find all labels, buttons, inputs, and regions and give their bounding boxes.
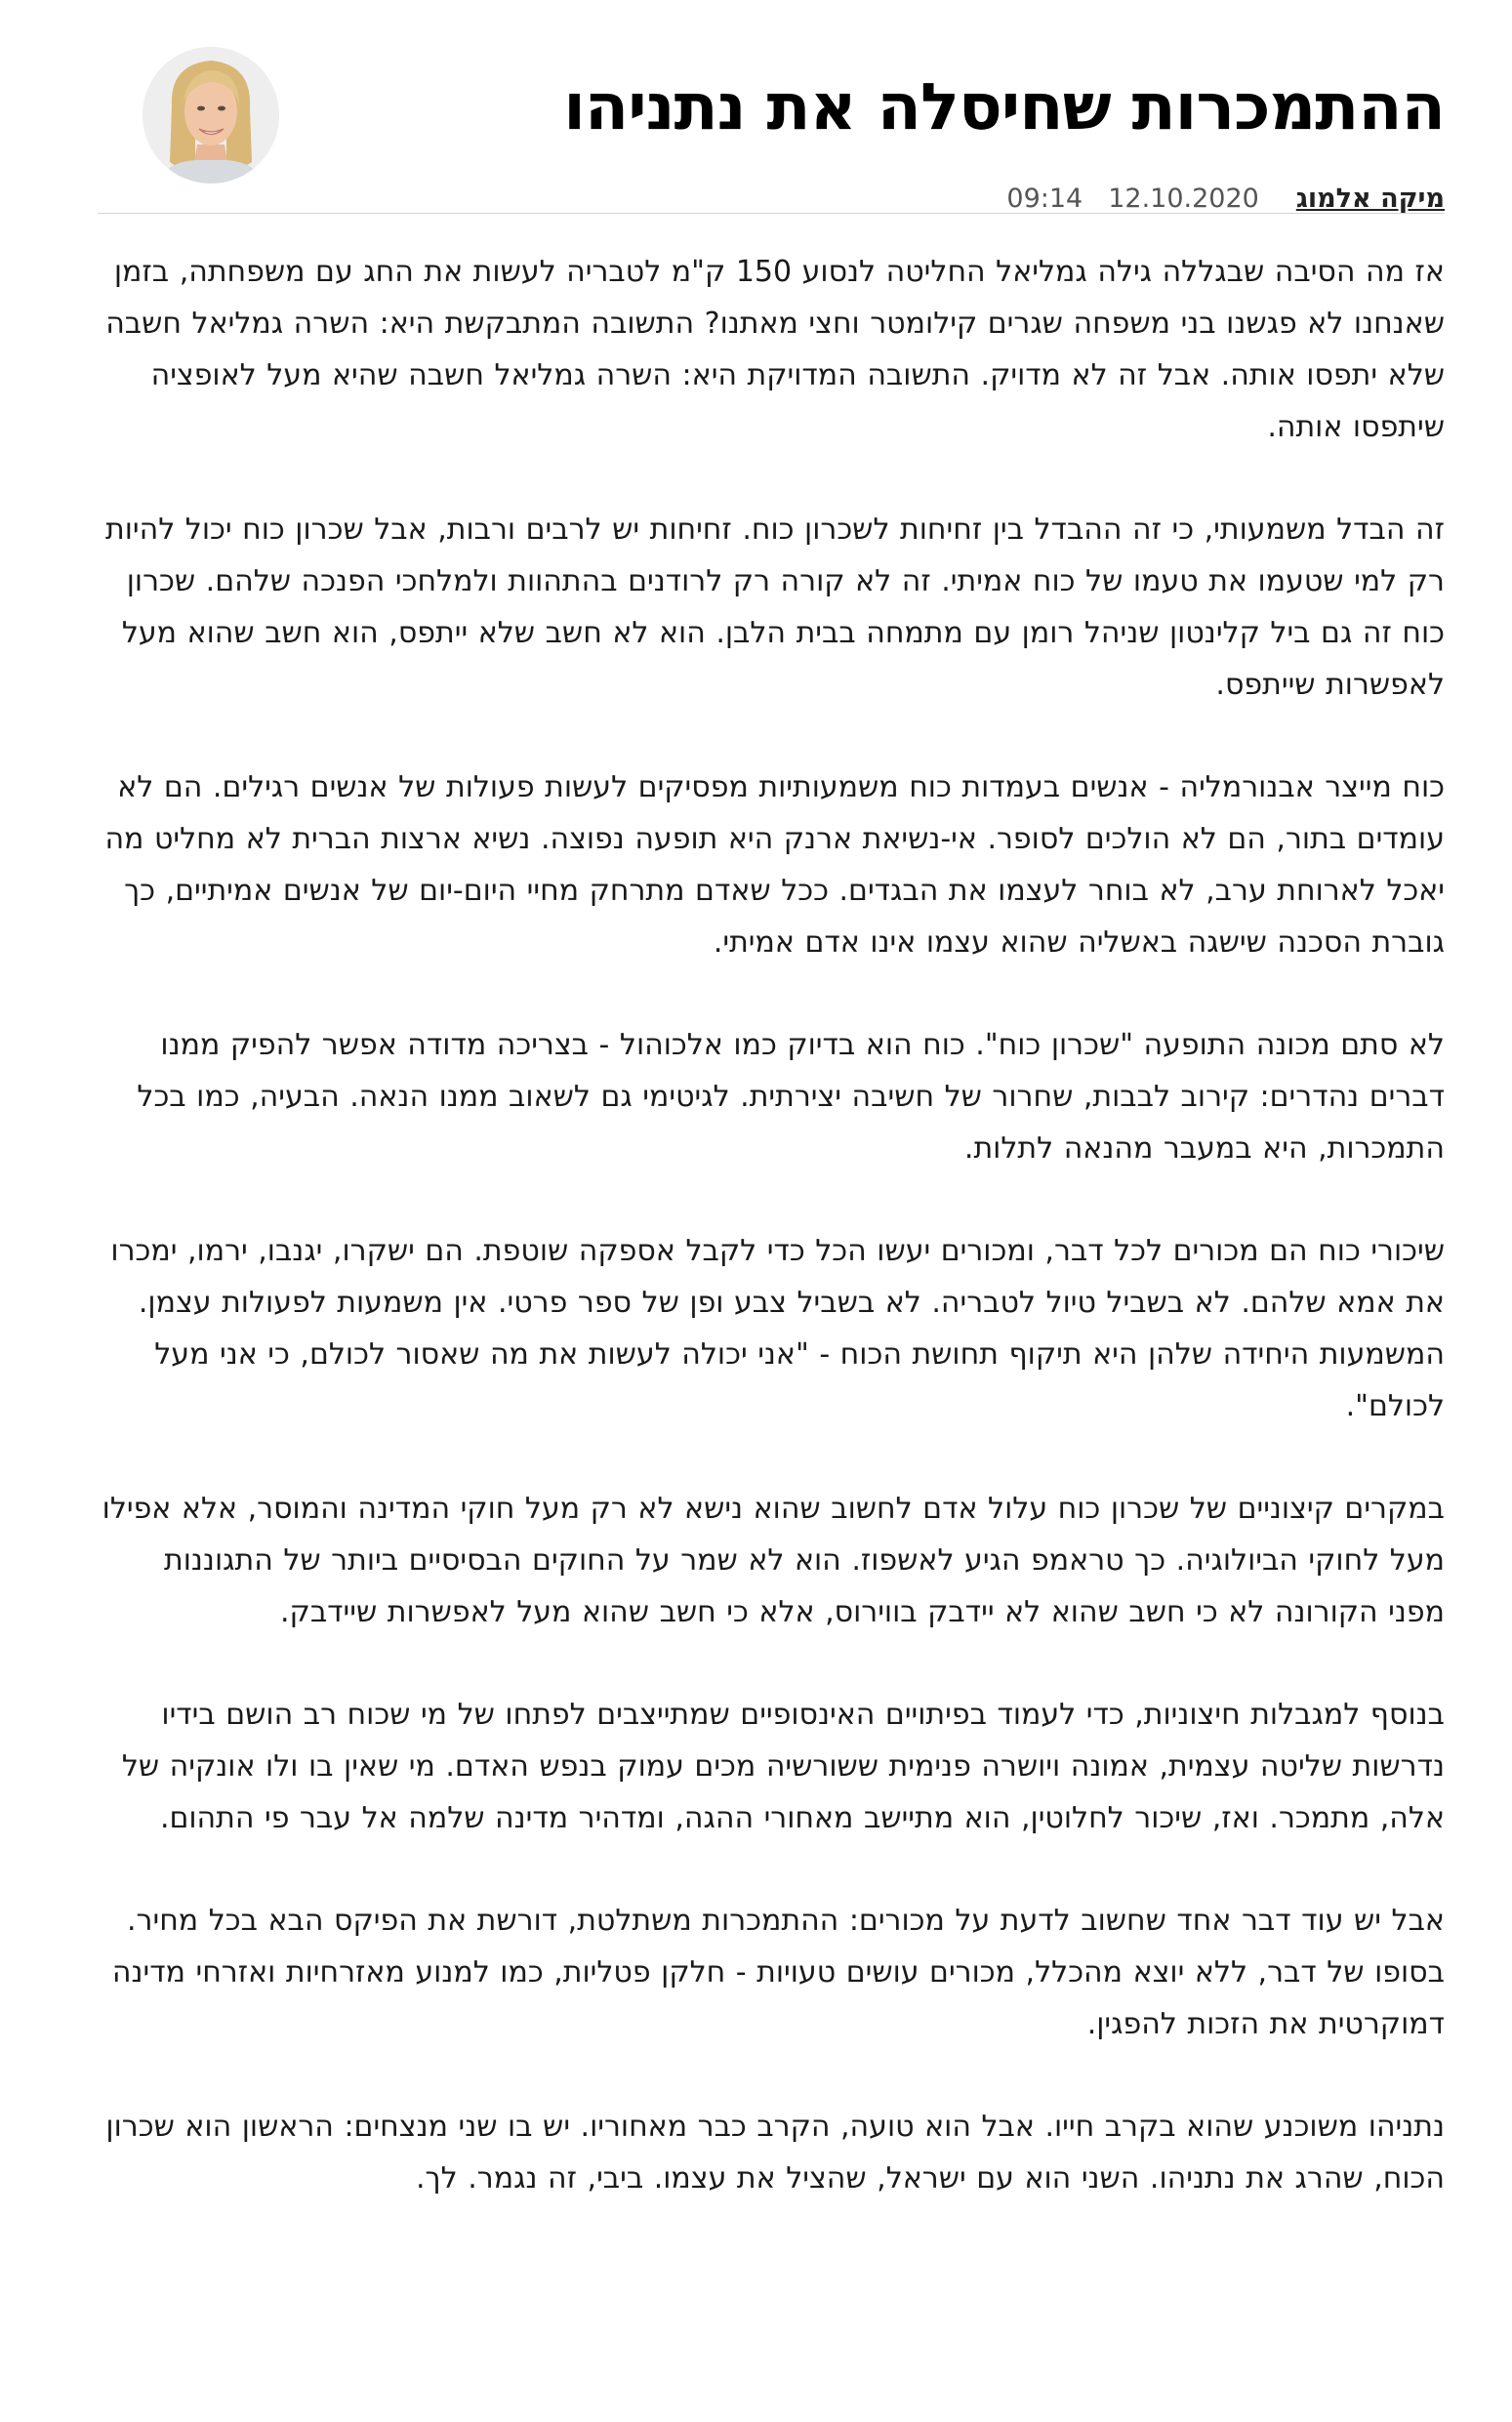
article-title: ההתמכרות שחיסלה את נתניהו — [563, 69, 1445, 144]
paragraph: נתניהו משוכנע שהוא בקרב חייו. אבל הוא טועה, הקרב כבר מאחוריו. יש בו שני מנצחים: הראשון הוא שכרון הכוח, שהרג את נתניהו. השני הוא עם ישראל, שהציל את עצמו. ביבי, זה נגמר. לך. — [105, 2110, 1445, 2196]
publish-time: 09:14 — [1006, 183, 1083, 214]
article-page — [98, 0, 1445, 2422]
author-link[interactable]: מיקה אלמוג — [1295, 183, 1445, 214]
paragraph: שיכורי כוח הם מכורים לכל דבר, ומכורים יעשו הכל כדי לקבל אספקה שוטפת. הם ישקרו, יגנבו, ירמו, ימכרו את אמא שלהם. לא בשביל טיול לטבריה. לא בשביל צבע ופן של ספר פרטי. אין משמעות לפעולות עצמן. המשמעות היחידה שלהן היא תיקוף תחושת הכוח - "אני יכולה לעשות את מה שאסור לכולם, כי אני מעל לכולם". — [110, 1234, 1445, 1423]
publish-date: 12.10.2020 — [1108, 183, 1259, 214]
paragraph: בנוסף למגבלות חיצוניות, כדי לעמוד בפיתויים האינסופיים שמתייצבים לפתחו של מי שכוח רב הושם בידיו נדרשות שליטה עצמית, אמונה ויושרה פנימית ששורשיה מכים עמוק בנפש האדם. מי שאין בו ולו אונקיה של אלה, מתמכר. ואז, שיכור לחלוטין, הוא מתיישב מאחורי ההגה, ומדהיר מדינה שלמה אל עבר פי התהום. — [121, 1698, 1445, 1835]
paragraph: אז מה הסיבה שבגללה גילה גמליאל החליטה לנסוע 150 ק"מ לטבריה לעשות את החג עם משפחתה, בזמן שאנחנו לא פגשנו בני משפחה שגרים קילומטר וחצי מאתנו? התשובה המתבקשת היא: השרה גמליאל חשבה שלא יתפסו אותה. אבל זה לא מדויק. התשובה המדויקת היא: השרה גמליאל חשבה שהיא מעל לאופציה שיתפסו אותה. — [105, 255, 1445, 444]
paragraph: אבל יש עוד דבר אחד שחשוב לדעת על מכורים: ההתמכרות משתלטת, דורשת את הפיקס הבא בכל מחיר. בסופו של דבר, ללא יוצא מהכלל, מכורים עושים טעויות - חלקן פטליות, כמו למנוע מאזרחיות ואזרחי מדינה דמוקרטית את הזכות להפגין. — [111, 1904, 1445, 2041]
byline-divider — [98, 213, 1445, 214]
paragraph: לא סתם מכונה התופעה "שכרון כוח". כוח הוא בדיוק כמו אלכוהול - בצריכה מדודה אפשר להפיק ממנו דברים נהדרים: קירוב לבבות, שחרור של חשיבה יצירתית. לגיטימי גם לשאוב ממנו הנאה. הבעיה, כמו בכל התמכרות, היא במעבר מהנאה לתלות. — [137, 1028, 1445, 1166]
article-body — [98, 246, 1445, 2255]
paragraph: כוח מייצר אבנורמליה - אנשים בעמדות כוח משמעותיות מפסיקים לעשות פעולות של אנשים רגילים. הם לא עומדים בתור, הם לא הולכים לסופר. אי-נשיאת ארנק היא תופעה נפוצה. נשיא ארצות הברית לא מחליט מה יאכל לארוחת ערב, לא בוחר לעצמו את הבגדים. ככל שאדם מתרחק מחיי היום-יום של אנשים אמיתיים, כך גוברת הסכנה שישגה באשליה שהוא עצמו אינו אדם אמיתי. — [104, 770, 1445, 960]
paragraph: זה הבדל משמעותי, כי זה ההבדל בין זחיחות לשכרון כוח. זחיחות יש לרבים ורבות, אבל שכרון כוח יכול להיות רק למי שטעמו את טעמו של כוח אמיתי. זה לא קורה רק לרודנים בהתהוות ולמלחכי הפנכה שלהם. שכרון כוח זה גם ביל קלינטון שניהל רומן עם מתמחה בבית הלבן. הוא לא חשב שלא ייתפס, הוא חשב שהוא מעל לאפשרות שייתפס. — [105, 513, 1445, 702]
paragraph: במקרים קיצוניים של שכרון כוח עלול אדם לחשוב שהוא נישא לא רק מעל חוקי המדינה והמוסר, אלא אפילו מעל לחוקי הביולוגיה. כך טראמפ הגיע לאשפוז. הוא לא שמר על החוקים הבסיסיים ביותר של התגוננות מפני הקורונה לא כי חשב שהוא לא יידבק בווירוס, אלא כי חשב שהוא מעל לאפשרות שיידבק. — [102, 1492, 1445, 1629]
author-avatar[interactable] — [143, 47, 279, 184]
author-portrait-icon — [143, 47, 279, 184]
article-byline — [98, 179, 1445, 218]
